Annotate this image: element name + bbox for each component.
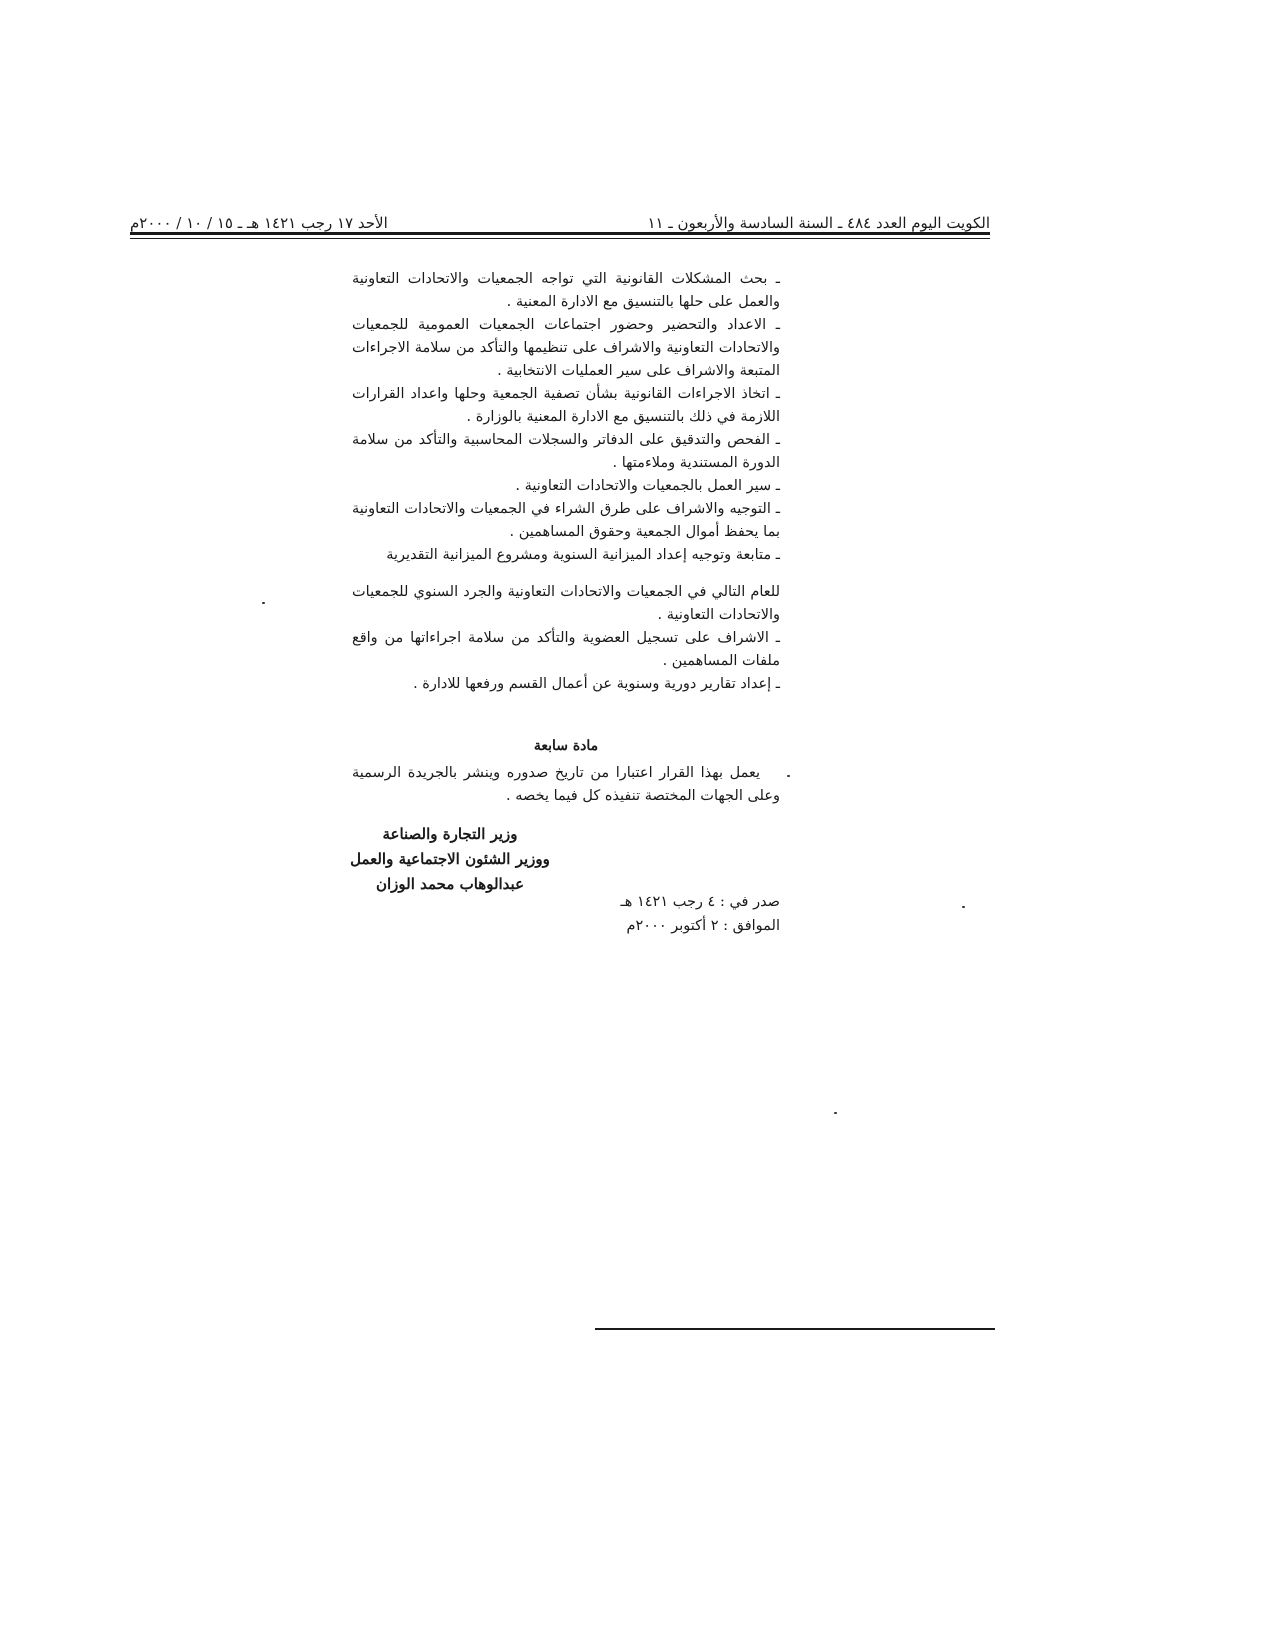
signature-block xyxy=(330,822,570,897)
scan-speck xyxy=(262,602,265,604)
spacer xyxy=(352,567,780,581)
duties-list xyxy=(352,268,780,696)
duty-item: ـ سير العمل بالجمعيات والاتحادات التعاونية . xyxy=(515,478,780,494)
duty-item: ـ الفحص والتدقيق على الدفاتر والسجلات المحاسبية والتأكد من سلامة الدورة المستندية وملاءمتها . xyxy=(352,432,780,471)
scan-speck xyxy=(834,1112,837,1114)
duty-item: ـ اتخاذ الاجراءات القانونية بشأن تصفية الجمعية وحلها واعداد القرارات اللازمة في ذلك بالتنسيق مع الادارة المعنية بالوزارة . xyxy=(352,386,780,425)
issued-hijri: صدر في : ٤ رجب ١٤٢١ هـ xyxy=(620,894,780,910)
duty-item: ـ الاعداد والتحضير وحضور اجتماعات الجمعيات العمومية للجمعيات والاتحادات التعاونية والاشراف على تنظيمها والتأكد من سلامة الاجراءات المتبعة والاشراف على سير العمليات الانتخابية . xyxy=(352,317,780,379)
header-rule-thin xyxy=(130,238,990,239)
page-header xyxy=(130,210,990,240)
header-rule xyxy=(130,232,990,235)
duty-item: ـ متابعة وتوجيه إعداد الميزانية السنوية ومشروع الميزانية التقديرية xyxy=(386,547,780,563)
scan-speck xyxy=(962,906,965,908)
duty-item: ـ التوجيه والاشراف على طرق الشراء في الجمعيات والاتحادات التعاونية بما يحفظ أموال الجمعية وحقوق المساهمين . xyxy=(352,501,780,540)
duty-item: للعام التالي في الجمعيات والاتحادات التعاونية والجرد السنوي للجمعيات والاتحادات التعاونية . xyxy=(352,584,780,623)
minister-title-2: ووزير الشئون الاجتماعية والعمل xyxy=(350,850,550,868)
header-date: الأحد ١٧ رجب ١٤٢١ هـ ـ ١٥ / ١٠ / ٢٠٠٠م xyxy=(130,214,388,232)
issued-gregorian: الموافق : ٢ أكتوبر ٢٠٠٠م xyxy=(626,918,780,934)
minister-name: عبدالوهاب محمد الوزان xyxy=(375,875,525,893)
article-title: مادة سابعة xyxy=(533,738,599,754)
footer-rule xyxy=(595,1328,995,1330)
minister-title-1: وزير التجارة والصناعة xyxy=(382,825,518,843)
scan-speck xyxy=(787,775,790,777)
issue-date-block xyxy=(560,890,780,938)
duty-item: ـ الاشراف على تسجيل العضوية والتأكد من سلامة اجراءاتها من واقع ملفات المساهمين . xyxy=(352,630,780,669)
duty-item: ـ بحث المشكلات القانونية التي تواجه الجمعيات والاتحادات التعاونية والعمل على حلها بالتنسيق مع الادارة المعنية . xyxy=(352,271,780,310)
article-body xyxy=(352,762,780,808)
duty-item: ـ إعداد تقارير دورية وسنوية عن أعمال القسم ورفعها للادارة . xyxy=(413,676,780,692)
issue-info: الكويت اليوم العدد ٤٨٤ ـ السنة السادسة والأربعون ـ ١١ xyxy=(647,214,990,232)
article-text: يعمل بهذا القرار اعتبارا من تاريخ صدوره وينشر بالجريدة الرسمية وعلى الجهات المختصة تنفيذه كل فيما يخصه . xyxy=(352,765,780,804)
